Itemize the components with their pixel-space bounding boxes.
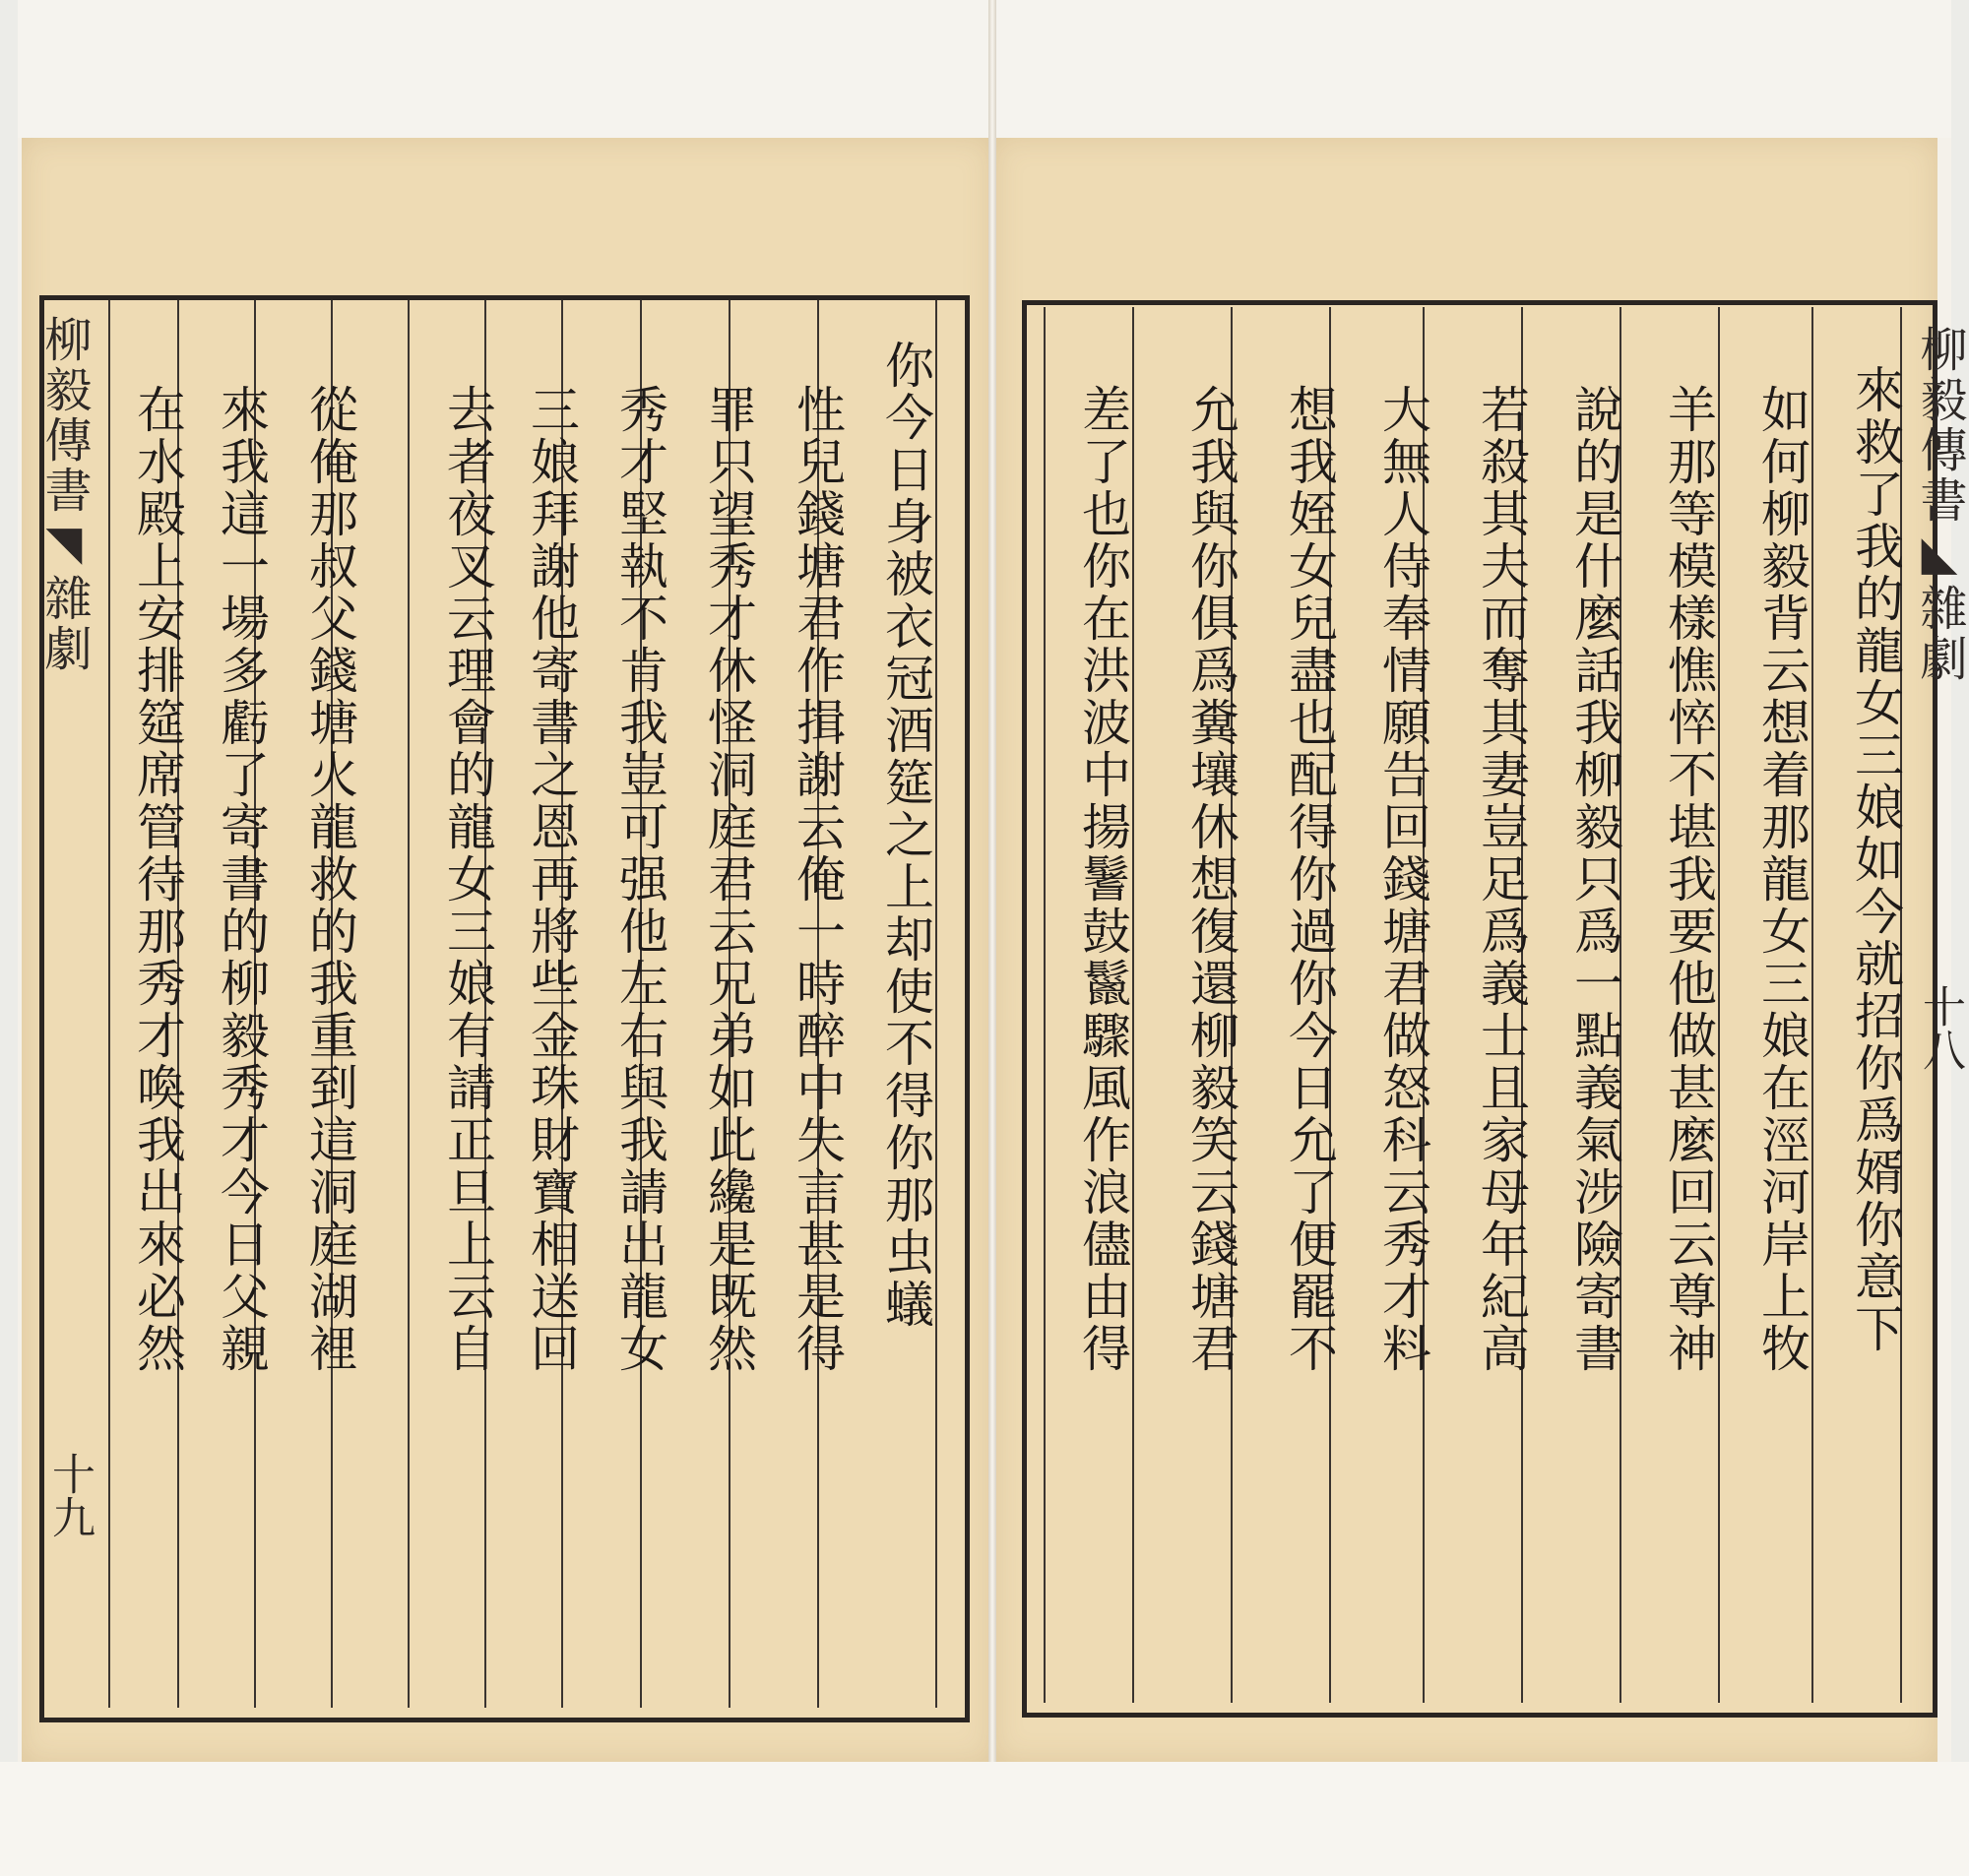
margin-category: 雜劇 [36, 574, 92, 674]
text-column: 大無人侍奉情願告回錢塘君做怒科云秀才料 [1374, 384, 1431, 1375]
text-column: 在水殿上安排筵席管待那秀才喚我出來必然 [129, 384, 186, 1375]
scan-bottom-margin [0, 1762, 1969, 1876]
text-column: 羊那等模樣憔悴不堪我要他做甚麼回云尊神 [1660, 384, 1717, 1375]
left-edge-strip [0, 0, 18, 1876]
book-spine [988, 0, 996, 1876]
text-column: 如何柳毅背云想着那龍女三娘在涇河岸上牧 [1753, 384, 1810, 1375]
scan-top-margin [0, 0, 1969, 138]
margin-fishtail-icon: ◣ [1912, 526, 1967, 584]
right-edge-strip [1951, 0, 1969, 1876]
text-column: 三娘拜謝他寄書之恩再將些金珠財寶相送回 [523, 384, 580, 1375]
right-column-rule [1044, 307, 1046, 1703]
text-column: 從俺那叔父錢塘火龍救的我重到這洞庭湖裡 [301, 384, 358, 1375]
text-column: 差了也你在洪波中揚鬐鼓鬣驟風作浪儘由得 [1074, 384, 1131, 1375]
left-page-folio: 十九 [44, 1452, 95, 1538]
margin-category: 雜劇 [1912, 584, 1967, 684]
right-page-margin-title [1905, 325, 1969, 684]
text-column: 去者夜叉云理會的龍女三娘有請正旦上云自 [439, 384, 496, 1375]
left-column-rule [108, 300, 110, 1708]
text-column: 說的是什麼話我柳毅只爲一點義氣涉險寄書 [1566, 384, 1623, 1375]
margin-fishtail-icon: ◥ [36, 516, 92, 574]
margin-title: 柳毅傳書 [1912, 325, 1967, 526]
text-column: 想我姪女兒盡也配得你過你今日允了便罷不 [1281, 384, 1338, 1375]
text-column: 罪只望秀才休怪洞庭君云兄弟如此纔是既然 [700, 384, 757, 1375]
text-column: 若殺其夫而奪其妻豈足爲義士且家母年紀高 [1473, 384, 1530, 1375]
margin-title: 柳毅傳書 [36, 315, 92, 516]
left-page-margin-title [30, 315, 98, 674]
text-column: 你今日身被衣冠酒筵之上却使不得你那虫蟻 [877, 340, 934, 1331]
left-column-rule [408, 300, 410, 1708]
text-column: 秀才堅執不肯我豈可强他左右與我請出龍女 [611, 384, 668, 1375]
text-column: 性兒錢塘君作揖謝云俺一時醉中失言甚是得 [789, 384, 846, 1375]
text-column: 來救了我的龍女三娘如今就招你爲婿你意下 [1847, 364, 1904, 1355]
text-column: 允我與你俱爲糞壤休想復還柳毅笑云錢塘君 [1182, 384, 1239, 1375]
right-page-folio: 十八 [1915, 984, 1965, 1071]
text-column: 來我這一場多虧了寄書的柳毅秀才今日父親 [213, 384, 270, 1375]
